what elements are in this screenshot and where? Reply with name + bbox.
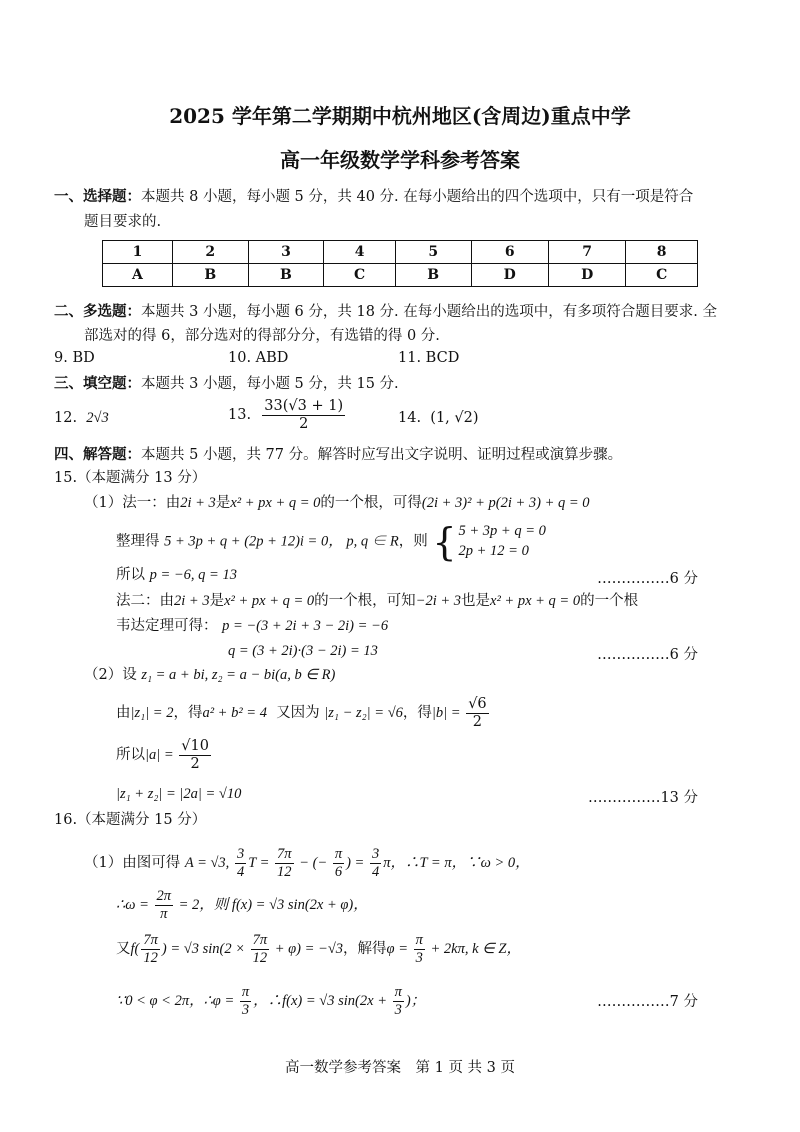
formula: 2i + 3: [180, 495, 216, 511]
formula: T =: [248, 855, 274, 872]
formula-fraction: $\frac{7\pi}{12}$: [277, 846, 292, 880]
section2-heading: 二、多选题：: [54, 303, 141, 320]
table-cell: 2: [172, 241, 248, 264]
section2-desc1: 本题共 3 小题，每小题 6 分，共 18 分. 在每小题给出的选项中，有多项符合题目要求. 全: [141, 304, 717, 320]
formula: p = −(3 + 2i + 3 − 2i) = −6: [222, 618, 389, 634]
q12-answer: [54, 410, 109, 427]
answer-table: [102, 240, 698, 287]
formula-fraction: $\frac{\pi}{3}$: [241, 984, 250, 1018]
table-cell: B: [172, 264, 248, 287]
q12-formula: 2√3: [86, 410, 109, 426]
page-title: 2025 学年第二学期期中杭州地区(含周边)重点中学: [169, 104, 631, 128]
table-cell: 4: [324, 241, 396, 264]
formula: 2i + 3: [174, 593, 210, 609]
formula: − (−: [295, 855, 331, 872]
formula-fraction: $\frac{\pi}{3}$: [394, 984, 402, 1018]
formula-fraction: $\frac{2\pi}{\pi}$: [156, 888, 172, 922]
score-mark: ……………6 分: [597, 647, 698, 663]
formula: x² + px + q = 0: [224, 593, 315, 609]
table-cell: C: [626, 264, 698, 287]
q16-line2: [116, 888, 368, 922]
formula: z₁ = a + bi, z₂ = a − bi(a, b ∈ R): [141, 667, 336, 683]
page-subtitle: 高一年级数学学科参考答案: [280, 148, 520, 172]
text: 所以: [116, 747, 145, 764]
score-mark: ……………6 分: [597, 571, 698, 587]
formula: q = (3 + 2i)·(3 − 2i) = 13: [228, 643, 378, 659]
formula: (2i + 3)² + p(2i + 3) + q = 0: [421, 495, 590, 511]
q15-p1-line3: [116, 567, 237, 584]
formula: a² + b² = 4: [202, 705, 267, 722]
table-cell: 5: [395, 241, 471, 264]
q16-line3: [116, 932, 521, 966]
formula: ) = √3 sin(2 ×: [161, 941, 249, 958]
q15-p2-line1: [84, 667, 335, 684]
formula-fraction: $\frac{7\pi}{12}$: [143, 932, 158, 966]
q15-m2-line3: [228, 643, 378, 660]
table-cell: 6: [471, 241, 548, 264]
table-cell: 8: [626, 241, 698, 264]
formula: ∵0 < φ < 2π，∴φ =: [116, 993, 238, 1010]
q15-p1-line2: [116, 519, 546, 564]
q15-m2-line2: [116, 618, 388, 635]
q10-answer: [228, 350, 288, 367]
text: 所以: [116, 567, 145, 583]
text: 的一个根: [580, 593, 639, 609]
formula: |a| =: [145, 747, 178, 764]
formula: x² + px + q = 0: [230, 495, 321, 511]
section2-line1: [54, 303, 717, 321]
q16-line1: [84, 846, 530, 880]
table-cell: 3: [248, 241, 324, 264]
formula: )；: [405, 993, 426, 1010]
table-cell: 1: [103, 241, 173, 264]
q10-number: 10.: [228, 350, 252, 366]
text: 又: [116, 941, 131, 958]
section1-desc1: 本题共 8 小题，每小题 5 分，共 40 分. 在每小题给出的四个选项中，只有一项是符合: [141, 189, 694, 205]
formula: ，∴f(x) = √3 sin(2x +: [253, 993, 391, 1010]
answer-table-answer-row: [103, 264, 698, 287]
formula-fraction: $\frac{\pi}{6}$: [334, 846, 343, 880]
text: 法二：由: [116, 593, 174, 609]
formula: + φ) = −√3: [271, 941, 344, 958]
formula-fraction: $\frac{√10}{2}$: [181, 738, 209, 772]
q15-p1-line1: [84, 495, 590, 512]
formula-fraction: $\frac{√6}{2}$: [468, 696, 487, 730]
q11-value: BCD: [425, 350, 460, 366]
formula: + 2kπ, k ∈ Z，: [426, 941, 521, 958]
formula: |z₁ − z₂| = √6: [324, 705, 403, 722]
section4-heading: 四、解答题：: [54, 446, 141, 463]
q10-value: ABD: [255, 350, 289, 366]
section3-desc: 本题共 3 小题，每小题 5 分，共 15 分.: [141, 376, 399, 392]
table-cell: B: [395, 264, 471, 287]
q15-m2-line1: [116, 593, 638, 610]
q9-number: 9.: [54, 350, 68, 366]
table-cell: D: [548, 264, 625, 287]
text: 是: [209, 593, 225, 609]
text: ，得: [173, 705, 203, 722]
section1-heading: 一、选择题：: [54, 188, 141, 205]
formula: f(: [130, 941, 140, 958]
q15-p2-line4: [116, 786, 241, 803]
table-cell: D: [471, 264, 548, 287]
section3-line: [54, 375, 399, 393]
section4-line: [54, 446, 622, 464]
text: ，解得: [343, 941, 387, 958]
section2-desc2: 部选对的得 6，部分选对的得部分分，有选错的得 0 分.: [84, 328, 440, 344]
text: （2）设: [84, 667, 137, 683]
formula-fraction: $\frac{3}{4}$: [371, 846, 380, 880]
formula: = 2，则 f(x) = √3 sin(2x + φ)，: [175, 897, 368, 914]
formula: |z₁| = 2: [130, 705, 174, 722]
text: ，则: [398, 533, 428, 550]
formula: 5 + 3p + q + (2p + 12)i = 0， p, q ∈ R: [164, 533, 399, 550]
formula: A = √3,: [184, 855, 233, 872]
formula: p = −6, q = 13: [149, 567, 237, 583]
text: 也是: [461, 593, 491, 609]
q15-p1-label: （1）法一：由: [84, 495, 181, 511]
table-cell: B: [248, 264, 324, 287]
page-footer: 高一数学参考答案 第 1 页 共 3 页: [285, 1060, 515, 1076]
text: ，得: [402, 705, 432, 722]
text: 由: [116, 705, 131, 722]
text: 韦达定理可得：: [116, 618, 218, 634]
section1-desc2: 题目要求的.: [84, 214, 162, 230]
q14-formula: (1, √2): [430, 410, 479, 426]
q9-value: BD: [72, 350, 95, 366]
text: 的一个根，可得: [320, 495, 422, 511]
formula: |z₁ + z₂| = |2a| = √10: [116, 786, 242, 802]
section1-line1: [54, 188, 693, 206]
score-mark: ……………7 分: [597, 994, 698, 1010]
section4-desc: 本题共 5 小题，共 77 分。解答时应写出文字说明、证明过程或演算步骤。: [141, 447, 623, 463]
table-cell: C: [324, 264, 396, 287]
formula-fraction: $\frac{\pi}{3}$: [415, 932, 423, 966]
q13-answer: [228, 398, 347, 432]
q16-line4: [116, 984, 425, 1018]
formula: |b| =: [431, 705, 465, 722]
text: 又因为: [276, 705, 320, 722]
q13-formula: $\frac{33(√3 + 1)}{2}$: [264, 398, 344, 432]
formula: ∴ω =: [116, 897, 153, 914]
q15-p2-line3: [116, 738, 213, 772]
q14-answer: [398, 410, 479, 427]
text: （1）由图可得: [84, 855, 181, 872]
answer-table-number-row: [103, 241, 698, 264]
formula: ) =: [346, 855, 368, 872]
formula: φ =: [386, 941, 412, 958]
formula: x² + px + q = 0: [490, 593, 581, 609]
text: 整理得: [116, 533, 160, 550]
text: 是: [215, 495, 231, 511]
q15-p2-line2: [116, 696, 491, 730]
formula-fraction: $\frac{7\pi}{12}$: [252, 932, 268, 966]
table-cell: 7: [548, 241, 625, 264]
q9-answer: [54, 350, 95, 367]
text: 的一个根，可知: [314, 593, 416, 609]
q14-number: 14.: [398, 410, 422, 426]
q11-number: 11.: [398, 350, 422, 366]
formula: π，∴T = π，∵ω > 0，: [383, 855, 530, 872]
q13-number: 13.: [228, 407, 252, 424]
formula: −2i + 3: [415, 593, 462, 609]
formula-fraction: $\frac{3}{4}$: [236, 846, 245, 880]
section3-heading: 三、填空题：: [54, 375, 141, 392]
q15-title: 15.（本题满分 13 分）: [54, 470, 207, 486]
equation-system: { 5 + 3p + q = 0 2p + 12 = 0: [432, 519, 546, 564]
q16-title: 16.（本题满分 15 分）: [54, 812, 207, 828]
q12-number: 12.: [54, 410, 78, 426]
table-cell: A: [103, 264, 173, 287]
score-mark: ……………13 分: [587, 790, 698, 806]
q11-answer: [398, 350, 459, 367]
